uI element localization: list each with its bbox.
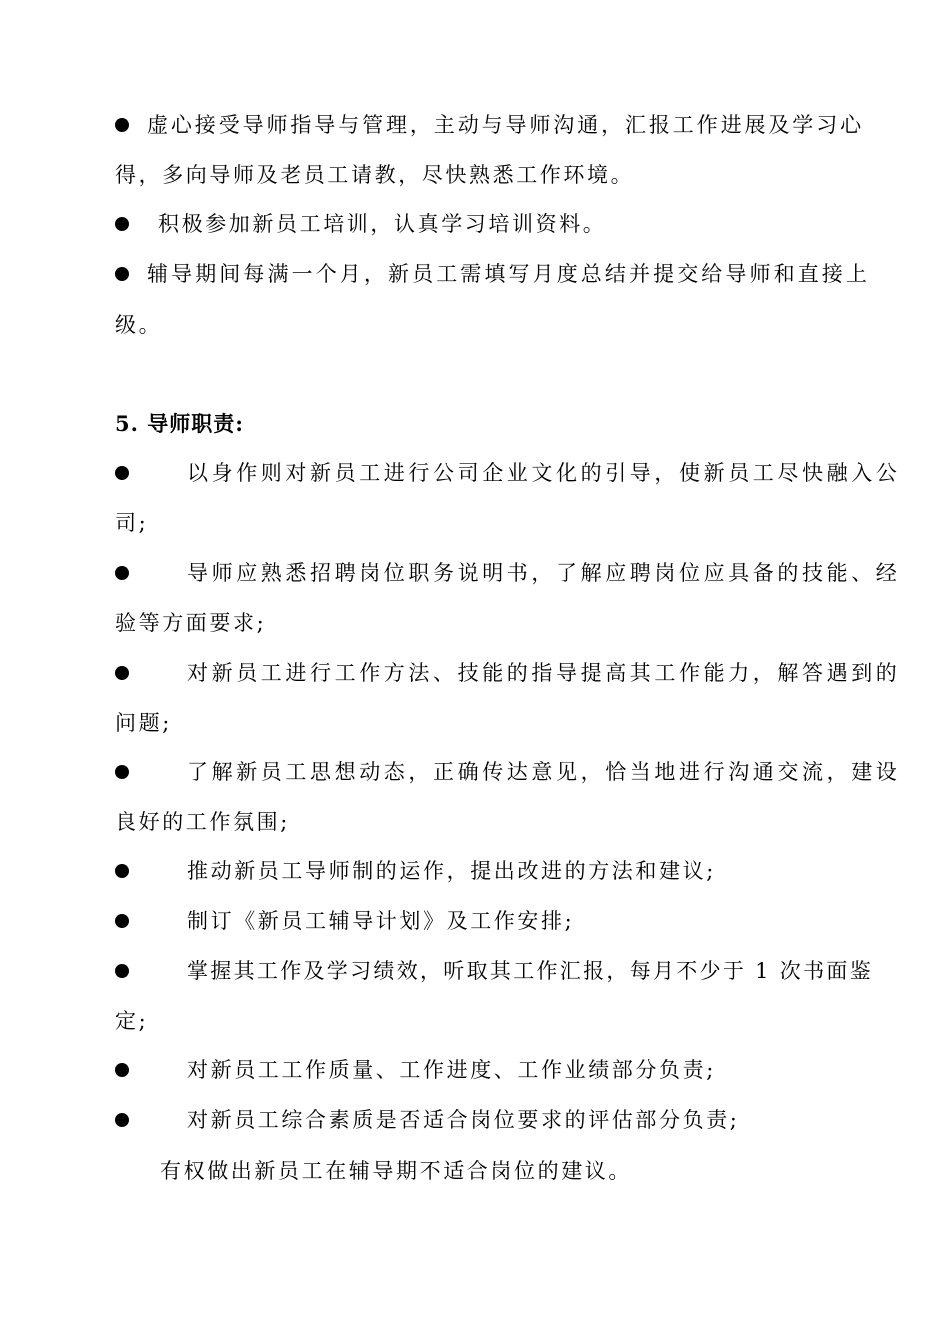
bullet-icon <box>115 1113 129 1127</box>
list-item-line: 推动新员工导师制的运作，提出改进的方法和建议; <box>187 859 716 883</box>
bullet-icon <box>115 267 129 281</box>
list-item-line: 对新员工进行工作方法、技能的指导提高其工作能力，解答遇到的 <box>187 661 901 685</box>
list-item-line: 对新员工综合素质是否适合岗位要求的评估部分负责; <box>187 1108 740 1132</box>
list-item-line: 以身作则对新员工进行公司企业文化的引导，使新员工尽快融入公 <box>187 461 901 485</box>
list-item-line: 定; <box>115 1009 149 1033</box>
list-item-line: 良好的工作氛围; <box>115 810 290 834</box>
list-item-line: 得，多向导师及老员工请教，尽快熟悉工作环境。 <box>115 163 635 187</box>
list-item-line: 对新员工工作质量、工作进度、工作业绩部分负责; <box>187 1058 716 1082</box>
bullet-icon <box>115 566 129 580</box>
list-item-line: 制订《新员工辅导计划》及工作安排; <box>187 909 575 933</box>
bullet-icon <box>115 118 129 132</box>
list-item-line: 司; <box>115 511 149 535</box>
bullet-icon <box>115 765 129 779</box>
list-item-line: 验等方面要求; <box>115 611 267 635</box>
bullet-icon <box>115 217 129 231</box>
bullet-icon <box>115 864 129 878</box>
section-heading: 5. 导师职责: <box>115 411 244 436</box>
bullet-icon <box>115 914 129 928</box>
list-item-line: 辅导期间每满一个月，新员工需填写月度总结并提交给导师和直接上 <box>147 262 870 286</box>
list-item-line: 导师应熟悉招聘岗位职务说明书，了解应聘岗位应具备的技能、经 <box>187 561 901 585</box>
list-item-line: 积极参加新员工培训，认真学习培训资料。 <box>158 212 607 236</box>
closing-paragraph: 有权做出新员工在辅导期不适合岗位的建议。 <box>160 1159 632 1183</box>
list-item-line: 掌握其工作及学习绩效，听取其工作汇报，每月不少于 1 次书面鉴 <box>187 959 874 983</box>
bullet-icon <box>115 964 129 978</box>
bullet-icon <box>115 466 129 480</box>
list-item-line: 级。 <box>115 313 163 337</box>
list-item-line: 了解新员工思想动态，正确传达意见，恰当地进行沟通交流，建设 <box>187 760 901 784</box>
list-item-line: 问题; <box>115 711 172 735</box>
bullet-icon <box>115 1063 129 1077</box>
list-item-line: 虚心接受导师指导与管理，主动与导师沟通，汇报工作进展及学习心 <box>147 113 864 137</box>
bullet-icon <box>115 666 129 680</box>
